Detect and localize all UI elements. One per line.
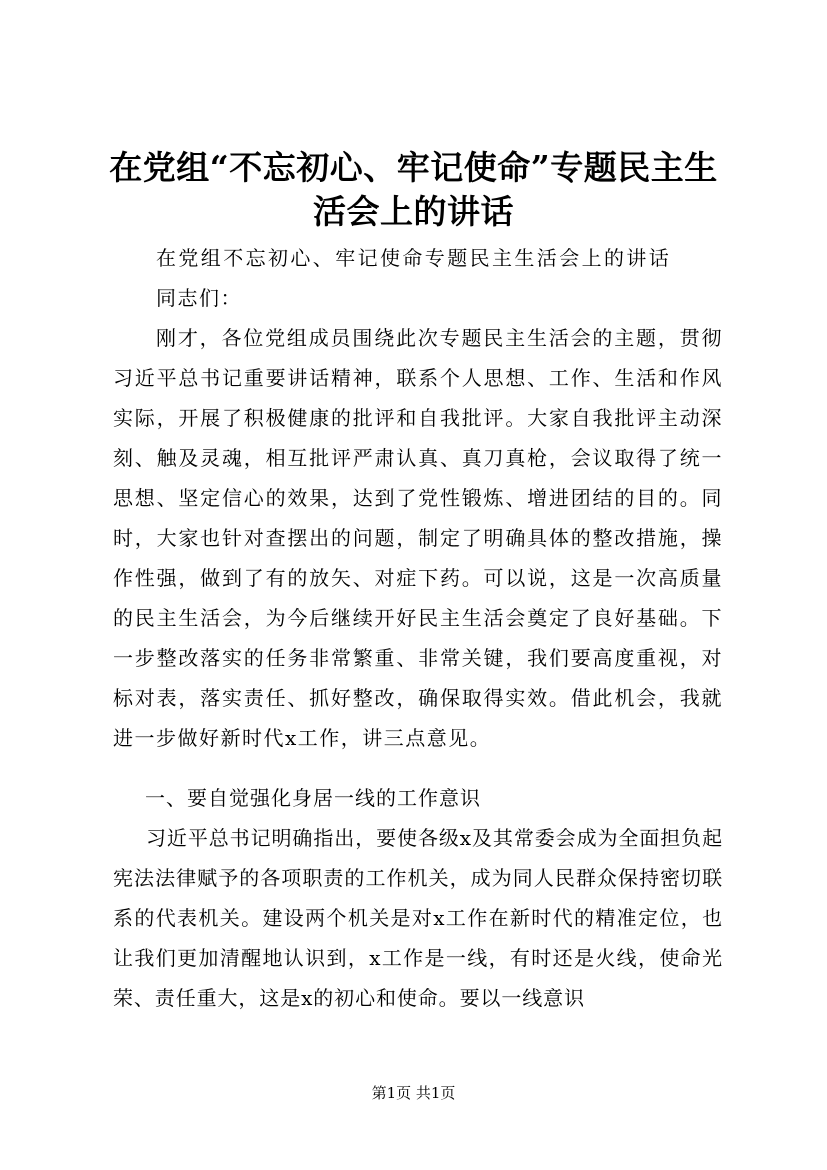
document-subtitle: 在党组不忘初心、牢记使命专题民主生活会上的讲话 (156, 246, 672, 270)
document-title: 在党组“不忘初心、牢记使命”专题民主生活会上的讲话 (109, 148, 718, 231)
page-number-footer: 第1页 共1页 (371, 1084, 456, 1102)
section-heading: 一、要自觉强化身居一线的工作意识 (145, 786, 481, 810)
greeting-line: 同志们： (156, 286, 242, 310)
body-paragraph: 刚才，各位党组成员围绕此次专题民主生活会的主题，贯彻习近平总书记重要讲话精神，联系个人思想、工作、生活和作风实际，开展了积极健康的批评和自我批评。大家自我批评主动深刻、触及灵魂，相互批评严肃认真、真刀真枪，会议取得了统一思想、坚定信心的效果，达到了党性锻炼、增进团结的目的。同时，大家也针对查摆出的问题，制定了明确具体的整改措施，操作性强，做到了有的放矢、对症下药。可以说，这是一次高质量的民主生活会，为今后继续开好民主生活会奠定了良好基础。下一步整改落实的任务非常繁重、非常关键，我们要高度重视，对标对表，落实责任、抓好整改，确保取得实效。借此机会，我就进一步做好新时代x工作，讲三点意见。 (113, 326, 723, 750)
section-paragraph: 习近平总书记明确指出，要使各级x及其常委会成为全面担负起宪法法律赋予的各项职责的工作机关，成为同人民群众保持密切联系的代表机关。建设两个机关是对x工作在新时代的精准定位，也让我们更加清醒地认识到，x工作是一线，有时还是火线，使命光荣、责任重大，这是x的初心和使命。要以一线意识 (113, 826, 723, 1010)
